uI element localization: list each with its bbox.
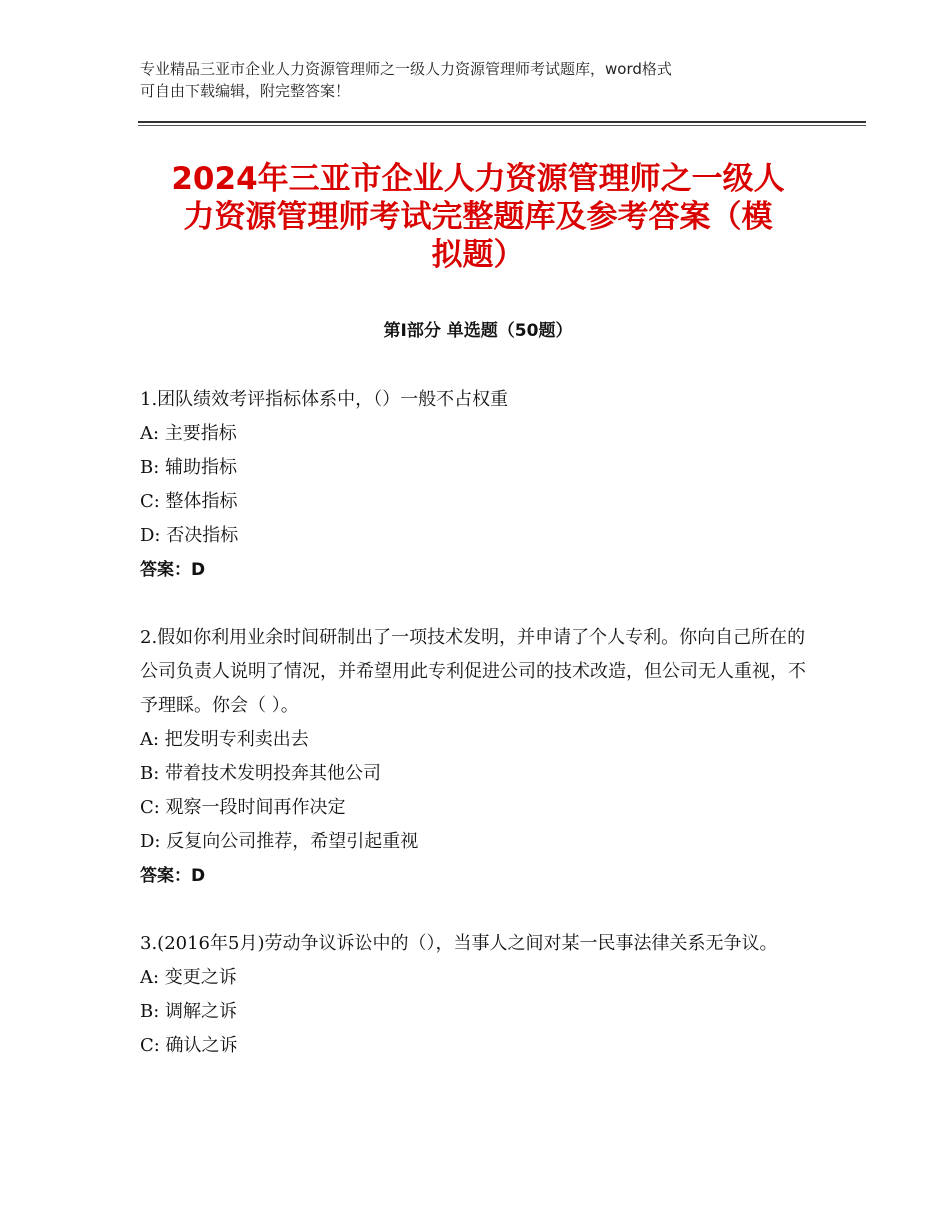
header-divider-thin	[138, 125, 866, 126]
question-text: 3.(2016年5月)劳动争议诉讼中的（），当事人之间对某一民事法律关系无争议。	[140, 933, 778, 954]
header-line-2: 可自由下载编辑，附完整答案！	[140, 82, 351, 100]
option-d: D: 反复向公司推荐，希望引起重视	[140, 831, 419, 852]
document-title	[138, 160, 818, 274]
option-a: A: 主要指标	[140, 423, 237, 444]
option-b: B: 带着技术发明投奔其他公司	[140, 763, 382, 784]
question-3	[140, 927, 810, 1063]
option-c: C: 整体指标	[140, 491, 238, 512]
question-2	[140, 621, 810, 893]
option-a: A: 把发明专利卖出去	[140, 729, 309, 750]
question-list	[140, 383, 810, 1097]
answer: 答案：D	[140, 560, 206, 580]
header-divider-thick	[138, 121, 866, 123]
title-line-1: 2024年三亚市企业人力资源管理师之一级人	[171, 161, 785, 197]
section-heading: 第Ⅰ部分 单选题（50题）	[383, 321, 573, 341]
option-a: A: 变更之诉	[140, 967, 237, 988]
answer: 答案：D	[140, 866, 206, 886]
option-b: B: 辅助指标	[140, 457, 238, 478]
option-c: C: 观察一段时间再作决定	[140, 797, 346, 818]
option-d: D: 否决指标	[140, 525, 239, 546]
title-line-2: 力资源管理师考试完整题库及参考答案（模	[183, 199, 773, 235]
option-b: B: 调解之诉	[140, 1001, 238, 1022]
question-text: 1.团队绩效考评指标体系中，（）一般不占权重	[140, 389, 509, 410]
header-line-1: 专业精品三亚市企业人力资源管理师之一级人力资源管理师考试题库，word格式	[140, 60, 672, 78]
title-line-3: 拟题）	[431, 237, 525, 273]
question-text: 2.假如你利用业余时间研制出了一项技术发明，并申请了个人专利。你向自己所在的公司负责人说明了情况，并希望用此专利促进公司的技术改造，但公司无人重视，不予理睬。你会（ ）。	[140, 627, 806, 716]
option-c: C: 确认之诉	[140, 1035, 238, 1056]
question-1	[140, 383, 810, 587]
document-header	[140, 58, 820, 102]
